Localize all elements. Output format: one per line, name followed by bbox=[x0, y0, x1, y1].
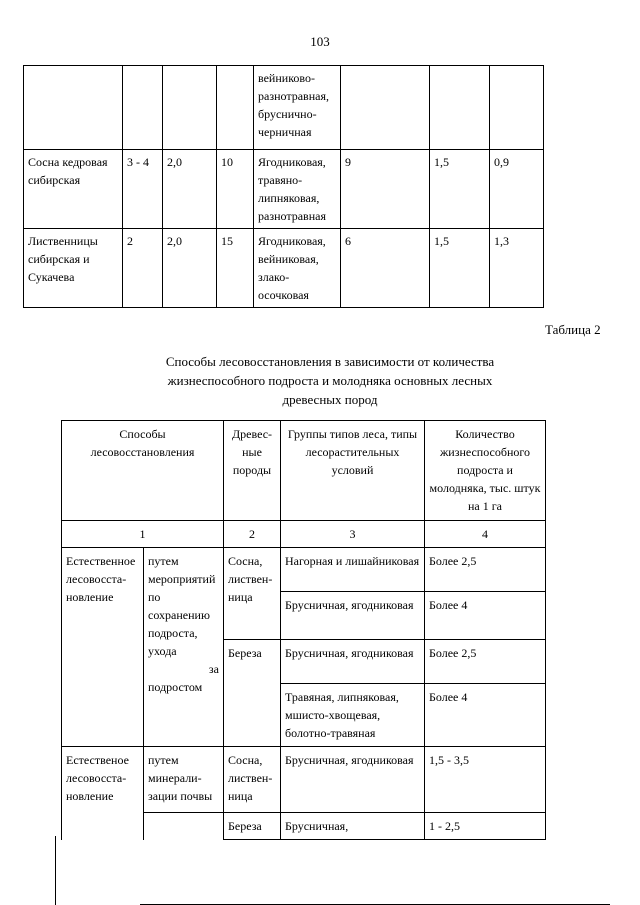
species-cell: Сосна, листвен-ница bbox=[224, 747, 281, 813]
value-cell: 1,3 bbox=[490, 229, 544, 308]
quantity-cell: Более 2,5 bbox=[425, 548, 546, 592]
table-row bbox=[24, 150, 544, 229]
species-cell: Лиственницы сибирская и Сукачева bbox=[24, 229, 123, 308]
group-cell: Нагорная и лишайниковая bbox=[281, 548, 425, 592]
table-row bbox=[62, 548, 546, 592]
value-cell: 9 bbox=[341, 150, 430, 229]
forest-type-cell: вейниково-разнотравная, бруснично-черничная bbox=[254, 66, 341, 150]
value-cell: 1,5 bbox=[430, 229, 490, 308]
age-class-cell bbox=[123, 66, 163, 150]
forest-type-cell: Ягодниковая, травяно-липняковая, разнотравная bbox=[254, 150, 341, 229]
table-row bbox=[62, 747, 546, 813]
via-za: за bbox=[208, 662, 219, 676]
group-cell: Травяная, липняковая, мшисто-хвощевая, болотно-травяная bbox=[281, 684, 425, 747]
col-number: 2 bbox=[224, 521, 281, 548]
forest-type-cell: Ягодниковая, вейниковая, злако-осочковая bbox=[254, 229, 341, 308]
header-row bbox=[62, 421, 546, 521]
page-number: 103 bbox=[310, 34, 330, 49]
method-cell: Естественое лесовосста-новление bbox=[62, 747, 144, 840]
age-class-cell: 2 bbox=[123, 229, 163, 308]
via-cell-empty bbox=[144, 813, 224, 840]
table-row bbox=[24, 229, 544, 308]
col-number: 1 bbox=[62, 521, 224, 548]
header-methods: Способы лесовосстановления bbox=[62, 421, 224, 521]
via-cell bbox=[144, 548, 224, 747]
col-number: 4 bbox=[425, 521, 546, 548]
value-cell: 1,5 bbox=[430, 150, 490, 229]
header-groups: Группы типов леса, типы лесорастительных условий bbox=[281, 421, 425, 521]
reforestation-methods-table bbox=[61, 420, 546, 840]
value-cell bbox=[430, 66, 490, 150]
species-cell: Береза bbox=[224, 640, 281, 747]
quantity-cell: Более 2,5 bbox=[425, 640, 546, 684]
via-end: подростом bbox=[148, 680, 203, 694]
group-cell: Брусничная, ягодниковая bbox=[281, 640, 425, 684]
group-cell: Брусничная, bbox=[281, 813, 425, 840]
column-number-row bbox=[62, 521, 546, 548]
quantity-cell: 1 - 2,5 bbox=[425, 813, 546, 840]
col-number: 3 bbox=[281, 521, 425, 548]
quantity-cell: Более 4 bbox=[425, 684, 546, 747]
header-quantity: Количество жизнеспособного подроста и молодняка, тыс. штук на 1 га bbox=[425, 421, 546, 521]
species-cell bbox=[24, 66, 123, 150]
group-cell: Брусничная, ягодниковая bbox=[281, 747, 425, 813]
species-cell: Сосна, листвен-ница bbox=[224, 548, 281, 640]
via-text: путем мероприятий по сохранению подроста, ухода bbox=[148, 554, 216, 658]
quantity-cell: 1,5 - 3,5 bbox=[425, 747, 546, 813]
value-cell: 0,9 bbox=[490, 150, 544, 229]
value-cell: 6 bbox=[341, 229, 430, 308]
via-justified-line bbox=[148, 660, 219, 678]
years-cell: 15 bbox=[217, 229, 254, 308]
value-cell bbox=[490, 66, 544, 150]
years-cell bbox=[217, 66, 254, 150]
density-cell: 2,0 bbox=[163, 229, 217, 308]
age-class-cell: 3 - 4 bbox=[123, 150, 163, 229]
years-cell: 10 bbox=[217, 150, 254, 229]
group-cell: Брусничная, ягодниковая bbox=[281, 592, 425, 640]
species-cell: Береза bbox=[224, 813, 281, 840]
title-line: жизнеспособного подроста и молодняка основных лесных bbox=[167, 373, 493, 388]
continued-table bbox=[23, 65, 544, 308]
quantity-cell: Более 4 bbox=[425, 592, 546, 640]
method-cell: Естественное лесовосста-новление bbox=[62, 548, 144, 747]
title-line: древесных пород bbox=[282, 392, 378, 407]
table-caption: Таблица 2 bbox=[545, 322, 601, 337]
header-species: Древес-ные породы bbox=[224, 421, 281, 521]
via-cell: путем минерали-зации почвы bbox=[144, 747, 224, 813]
table-title bbox=[120, 352, 540, 409]
density-cell bbox=[163, 66, 217, 150]
value-cell bbox=[341, 66, 430, 150]
species-cell: Сосна кедровая сибирская bbox=[24, 150, 123, 229]
table-row bbox=[24, 66, 544, 150]
title-line: Способы лесовосстановления в зависимости от количества bbox=[165, 354, 495, 369]
table-continuation-line bbox=[55, 836, 56, 905]
density-cell: 2,0 bbox=[163, 150, 217, 229]
